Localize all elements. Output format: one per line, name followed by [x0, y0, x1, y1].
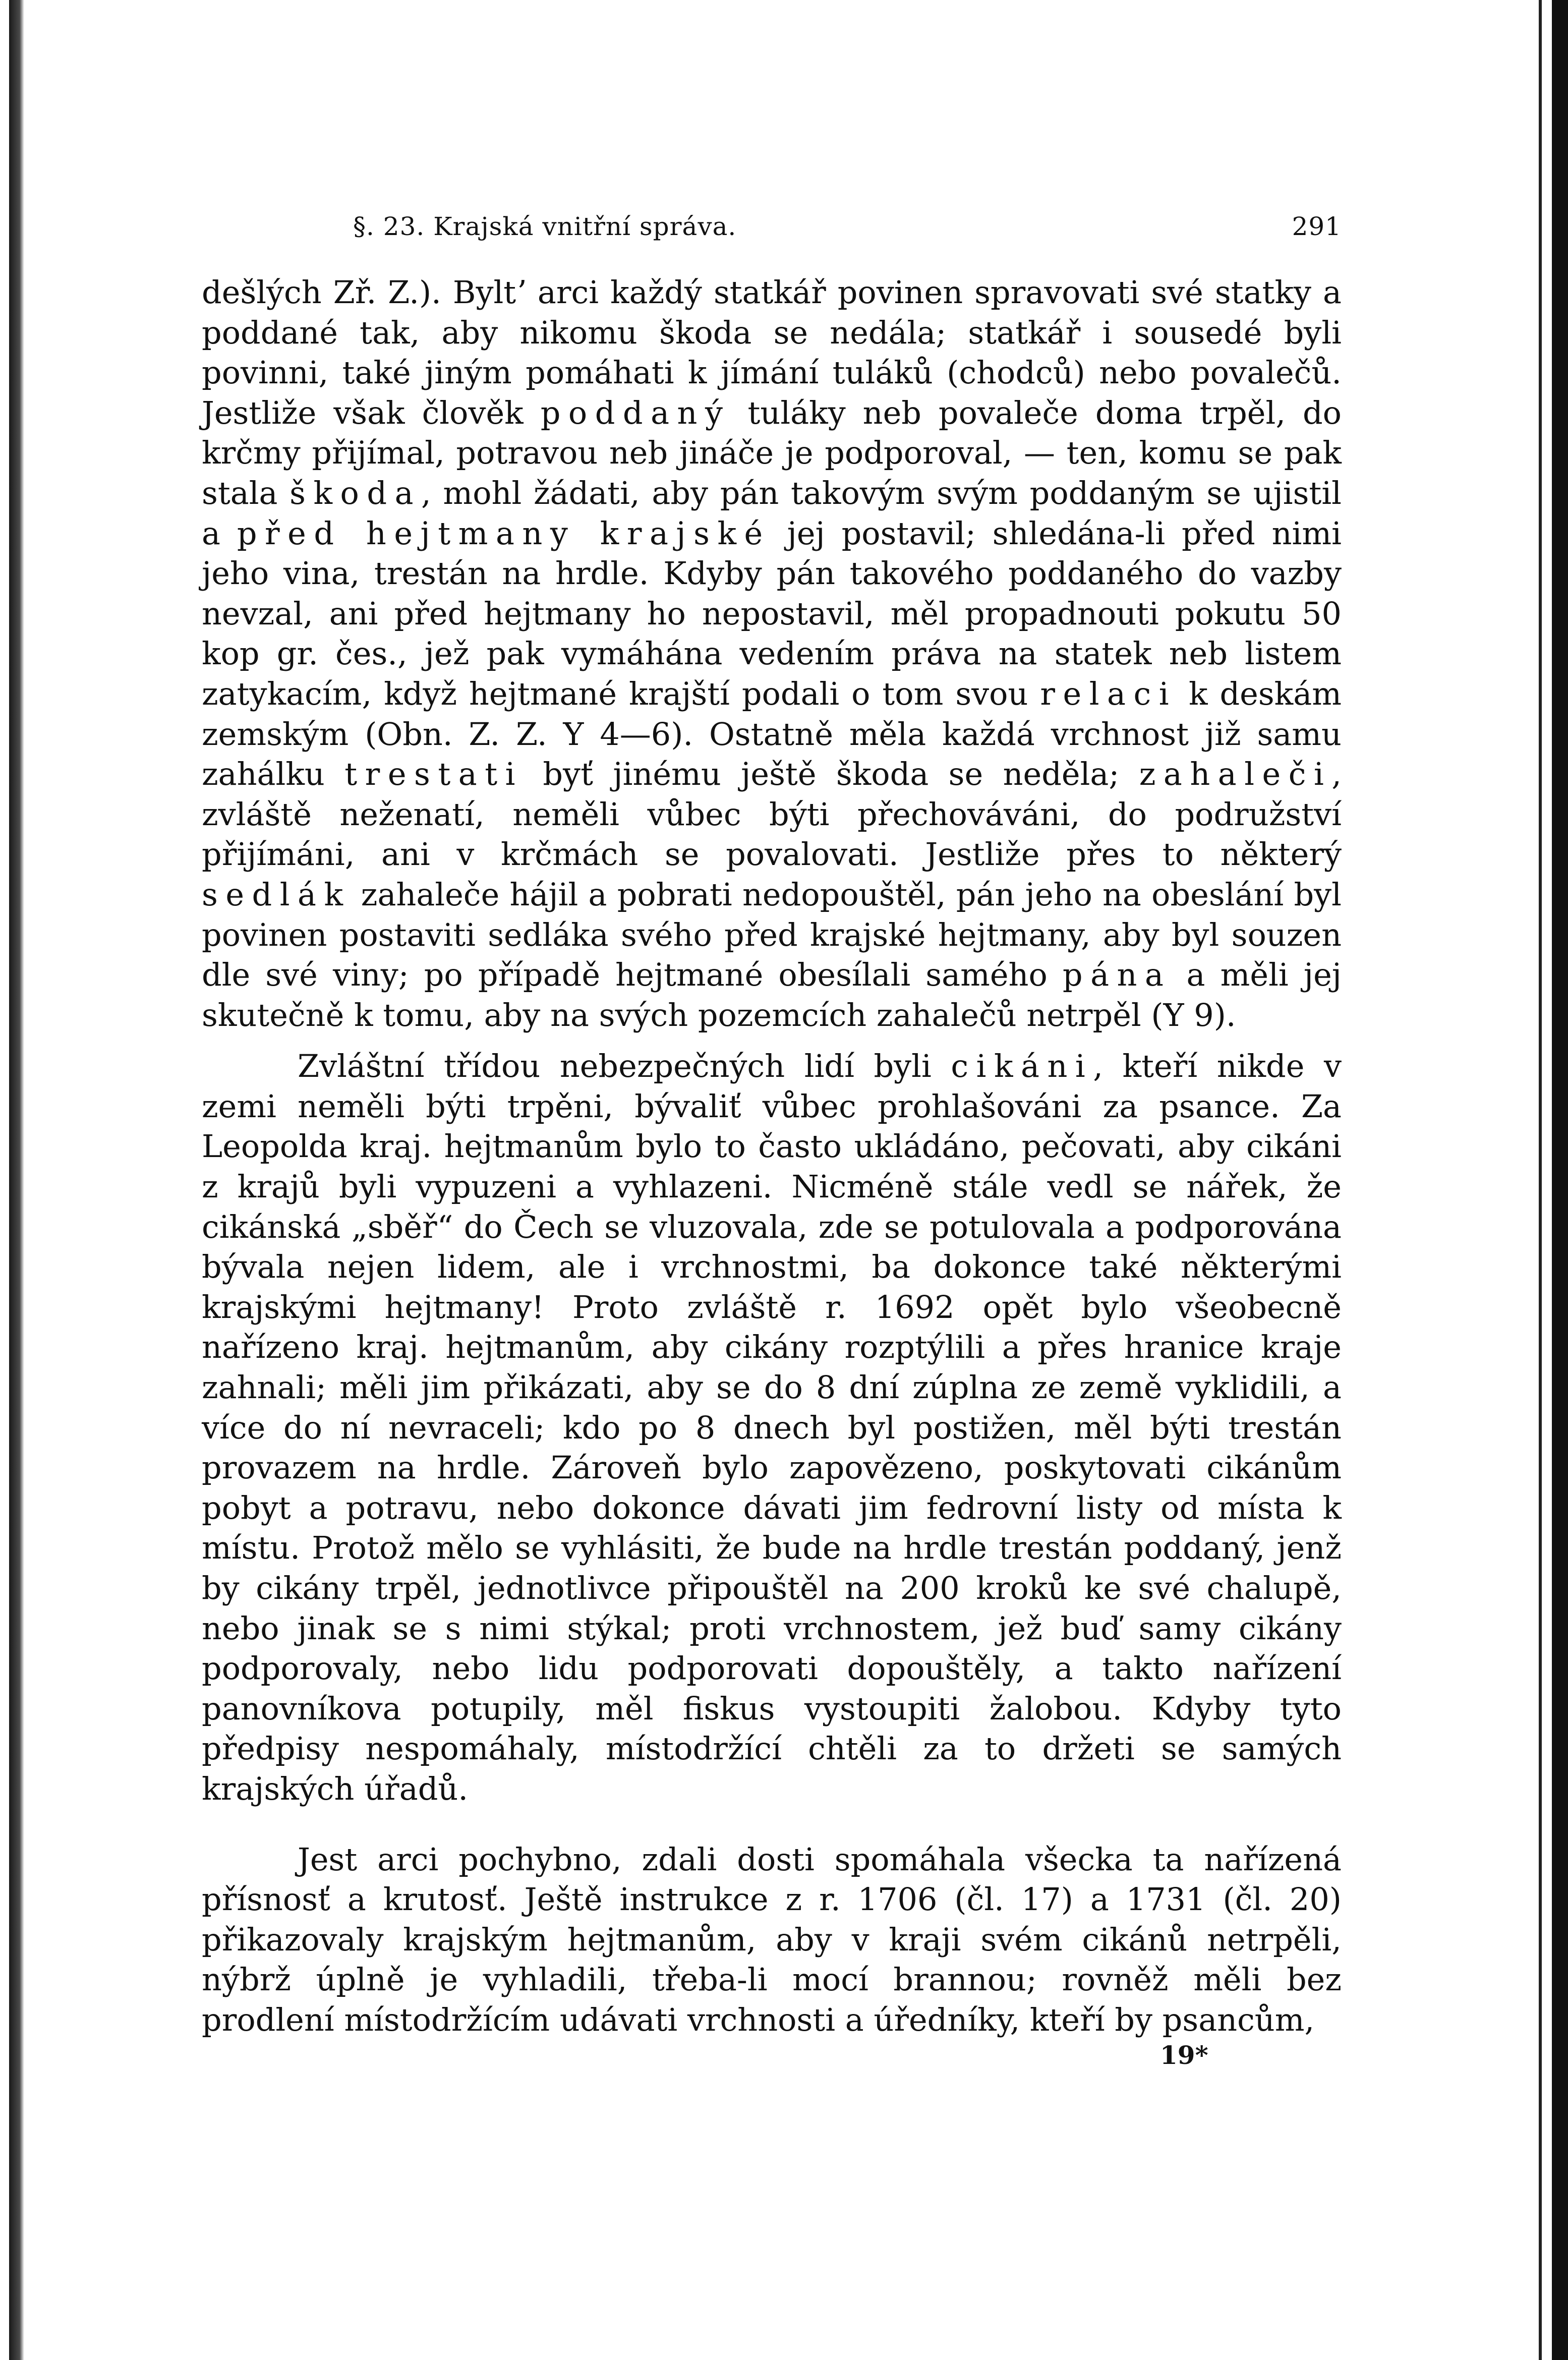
- signature-mark: [202, 2040, 1342, 2081]
- running-title: §. 23. Krajská vnitřní správa.: [353, 212, 737, 241]
- emphasis-spaced-text: pána: [1062, 956, 1172, 994]
- emphasis-spaced-text: trestati: [344, 756, 523, 793]
- body-text-run: jej postavil; shledána-li před nimi jeho vina, trestán na hrdle. Kdyby pán takového poddaného do vazby nevzal, ani před hejtmany ho nepostavil, měl propadnouti pokutu 50 kop gr. čes., jež pak vymáhána vedením práva na statek neb listem zatykacím, když hejtmané krajští podali o tom svou: [202, 514, 1342, 712]
- paragraph-2: [202, 1046, 1342, 1809]
- book-page: [202, 212, 1342, 2081]
- body-text-run: zahaleče hájil a pobrati nedopouštěl, pán jeho na obeslání byl povinen postaviti sedláka svého před krajské hejtmany, aby byl souzen dle své viny; po případě hejtmané obesílali samého: [202, 876, 1342, 994]
- emphasis-spaced-text: před hejtmany krajské: [237, 514, 771, 552]
- page-number: 291: [1292, 212, 1342, 241]
- body-text-run: Zvláštní třídou nebezpečných lidí byli: [298, 1048, 951, 1085]
- scan-right-edge-line: [1539, 0, 1542, 2360]
- emphasis-spaced-text: škoda: [289, 474, 422, 511]
- body-text-run: tuláky neb povaleče doma trpěl, do krčmy přijímal, potravou neb jináče je podporoval, — ten, komu se pak stala: [202, 394, 1342, 511]
- body-text-run: , kteří nikde v zemi neměli býti trpěni, bývaliť vůbec prohlašováni za psance. Za Leopolda kraj. hejtmanům bylo to často ukládáno, pečovati, aby cikáni z krajů byli vypuzeni a vyhlazeni. Nicméně stále vedl se nářek, že cikánská „sběř“ do Čech se vluzovala, zde se potulovala a podporována bývala nejen lidem, ale i vrchnostmi, ba dokonce také některými krajskými hejtmany! Proto zvláště r. 1692 opět bylo všeobecně nařízeno kraj. hejtmanům, aby cikány rozptýlili a přes hranice kraje zahnali; měli jim přikázati, aby se do 8 dní zúplna ze země vyklidili, a více do ní nevraceli; kdo po 8 dnech byl postižen, měl býti trestán provazem na hrdle. Zároveň bylo zapovězeno, poskytovati cikánům pobyt a potravu, nebo dokonce dávati jim fedrovní listy od místa k místu. Protož mělo se vyhlásiti, že bude na hrdle trestán poddaný, jenž by cikány trpěl, jednotlivce připouštěl na 200 kroků ke své chalupě, nebo jinak se s nimi stýkal; proti vrchnostem, jež buď samy cikány podporovaly, nebo lidu podporovati dopouštěly, a takto nařízení panovníkova potupily, měl fiskus vystoupiti žalobou. Kdyby tyto předpisy nespomáhaly, místodržící chtěli za to držeti se samých krajských úřadů.: [202, 1048, 1342, 1807]
- running-header: [202, 212, 1342, 257]
- body-text-run: a měli jej skutečně k tomu, aby na svých pozemcích zahalečů netrpěl (Y 9).: [202, 956, 1342, 1033]
- body-text-run: dešlých Zř. Z.). Byltʼ arci každý statkář povinen spravovati své statky a poddané tak, aby nikomu škoda se nedála; statkář i sousedé byli povinni, také jiným pomáhati k jímání tuláků (chodců) nebo povalečů. Jestliže však člověk: [202, 274, 1342, 431]
- emphasis-spaced-text: cikáni: [951, 1048, 1093, 1085]
- paragraph-1: [202, 272, 1342, 1035]
- paragraph-3: [202, 1839, 1342, 2040]
- emphasis-spaced-text: relaci: [1040, 675, 1177, 712]
- signature-mark-text: 19*: [1160, 2040, 1208, 2070]
- scan-right-edge: [1552, 0, 1568, 2360]
- body-text-run: Jest arci pochybno, zdali dosti spomáhala všecka ta nařízená přísnosť a krutosť. Ještě instrukce z r. 1706 (čl. 17) a 1731 (čl. 20) přikazovaly krajským hejtmanům, aby v kraji svém cikánů netrpěli, nýbrž úplně je vyhladili, třeba-li mocí brannou; rovněž měli bez prodlení místodržícím udávati vrchnosti a úředníky, kteří by psancům,: [202, 1840, 1342, 2038]
- body-text-run: byť jinému ještě škoda se neděla;: [522, 756, 1139, 793]
- body-text: [202, 272, 1342, 2040]
- body-text-run: k deskám zemským (Obn. Z. Z. Y 4—6). Ostatně měla každá vrchnost již samu zahálku: [202, 675, 1342, 793]
- body-text-run: , mohl žádati, aby pán takovým svým poddaným se ujistil a: [202, 474, 1342, 552]
- emphasis-spaced-text: poddaný: [540, 394, 731, 431]
- emphasis-spaced-text: zahaleči: [1139, 756, 1332, 793]
- scan-left-edge: [9, 0, 24, 2360]
- body-text-run: , zvláště neženatí, neměli vůbec býti přechováváni, do podružství přijímáni, ani v krčmách se povalovati. Jestliže přes to některý: [202, 756, 1342, 873]
- emphasis-spaced-text: sedlák: [202, 876, 351, 913]
